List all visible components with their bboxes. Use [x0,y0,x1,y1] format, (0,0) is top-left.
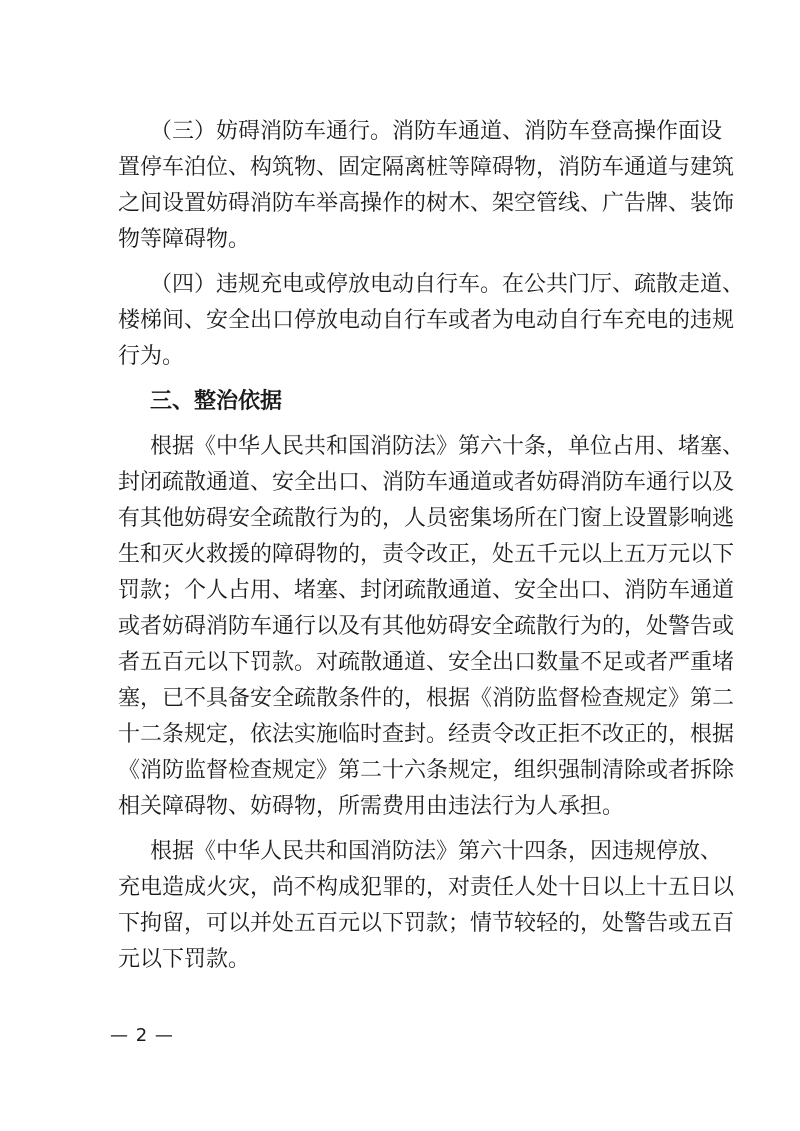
text-line: 塞，已不具备安全疏散条件的，根据《消防监督检查规定》第二 [118,686,735,711]
text-line: 元以下罚款。 [118,947,251,972]
text-line: 或者妨碍消防车通行以及有其他妨碍安全疏散行为的，处警告或 [118,614,735,639]
page-number: — 2 — [110,1025,174,1046]
text-line: 根据《中华人民共和国消防法》第六十四条，因违规停放、 [150,839,723,864]
text-line: （四）违规充电或停放电动自行车。在公共门厅、疏散走道、 [150,272,745,297]
text-line: 下拘留，可以并处五百元以下罚款；情节较轻的，处警告或五百 [118,911,735,936]
text-line: 楼梯间、安全出口停放电动自行车或者为电动自行车充电的违规 [118,308,735,333]
text-line: 有其他妨碍安全疏散行为的，人员密集场所在门窗上设置影响逃 [118,506,735,531]
text-line: 置停车泊位、构筑物、固定隔离桩等障碍物，消防车通道与建筑 [118,155,735,180]
text-line: 行为。 [118,344,185,369]
text-line: 十二条规定，依法实施临时查封。经责令改正拒不改正的，根据 [118,722,735,747]
text-line: （三）妨碍消防车通行。消防车通道、消防车登高操作面设 [150,119,723,144]
section-heading: 三、整治依据 [150,389,283,414]
text-line: 相关障碍物、妨碍物，所需费用由违法行为人承担。 [118,794,625,819]
text-line: 根据《中华人民共和国消防法》第六十条，单位占用、堵塞、 [150,434,745,459]
text-line: 充电造成火灾，尚不构成犯罪的，对责任人处十日以上十五日以 [118,875,735,900]
text-line: 之间设置妨碍消防车举高操作的树木、架空管线、广告牌、装饰 [118,191,735,216]
text-line: 罚款；个人占用、堵塞、封闭疏散通道、安全出口、消防车通道 [118,578,735,603]
text-line: 者五百元以下罚款。对疏散通道、安全出口数量不足或者严重堵 [118,650,735,675]
text-line: 《消防监督检查规定》第二十六条规定，组织强制清除或者拆除 [118,758,735,783]
text-line: 物等障碍物。 [118,227,251,252]
text-line: 封闭疏散通道、安全出口、消防车通道或者妨碍消防车通行以及 [118,470,735,495]
text-line: 生和灭火救援的障碍物的，责令改正，处五千元以上五万元以下 [118,542,735,567]
